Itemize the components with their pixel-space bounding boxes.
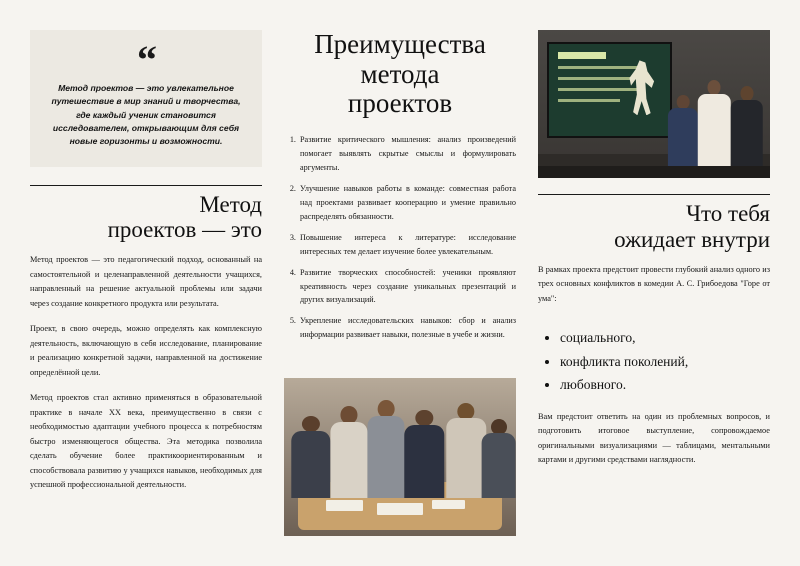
- left-paragraph-1: Метод проектов — это педагогический подход, основанный на самостоятельной и целенаправленной деятельности учащихся, направленный на решение актуальной проблемы или задачи через создание конкретного продукта или результата.: [30, 255, 262, 308]
- quote-text: Метод проектов — это увлекательное путешествие в мир знаний и творчества, где каждый ученик становится исследователем, открывающим для себя новые горизонты и возможности.: [51, 83, 241, 147]
- column-layout: [30, 30, 770, 536]
- conflicts-list: [538, 327, 770, 398]
- middle-column: [284, 30, 516, 536]
- list-item: • социального,: [560, 327, 770, 349]
- right-outro-text: Вам предстоит ответить на один из проблемных вопросов, и подготовить итоговое выступление, сопровождаемое оригинальными визуализациями — таблицами, ментальными картами и другими средствами наглядности.: [538, 411, 770, 465]
- left-heading-line-2: проектов — это: [107, 217, 262, 243]
- list-item: 2. Улучшение навыков работы в команде: совместная работа над проектами развивает кооперацию и умение правильно распределять обязанности.: [298, 182, 516, 224]
- classroom-presentation-photo: [538, 30, 770, 178]
- group-discussion-photo: [284, 378, 516, 536]
- left-heading: [30, 192, 262, 244]
- list-item: 5. Укрепление исследовательских навыков: сбор и анализ информации развивает навыки, полезные в учебе и жизни.: [298, 314, 516, 342]
- divider: [30, 185, 262, 186]
- advantages-heading-line-1: Преимущества: [314, 29, 486, 59]
- left-heading-line-1: Метод: [199, 191, 262, 217]
- right-heading: [538, 201, 770, 253]
- quote-block: [30, 30, 262, 167]
- advantages-heading-line-2: метода: [360, 58, 440, 89]
- left-column: [30, 30, 262, 536]
- right-heading-line-1: Что тебя: [686, 201, 770, 226]
- left-paragraph-2: Проект, в свою очередь, можно определять как комплексную деятельность, включающую в себя исследование, планирование и реализацию конкретной задачи, направленной на достижение определённой цели.: [30, 324, 262, 377]
- list-item: 3. Повышение интереса к литературе: исследование интересных тем делает изучение более увлекательным.: [298, 231, 516, 259]
- list-item: 1. Развитие критического мышления: анализ произведений помогает выявлять скрытые смыслы и формулировать аргументы.: [298, 133, 516, 175]
- left-paragraph-3: Метод проектов стал активно применяться в образовательной практике в начале XX века, преимущественно в связи с необходимостью адаптации учебного процесса к потребностям быстро изменяющегося общества. Эта методика позволила сделать обучение более практикоориентированным и способствовала развитию у учащихся навыков, необходимых для успешной профессиональной деятельности.: [30, 393, 262, 490]
- advantages-list: [284, 133, 516, 349]
- list-item: • конфликта поколений,: [560, 351, 770, 373]
- advantages-heading-line-3: проектов: [347, 88, 453, 119]
- quote-mark-icon: “: [137, 37, 155, 82]
- classroom-illustration: [538, 30, 770, 178]
- right-heading-line-2: ожидает внутри: [614, 226, 770, 252]
- list-item: 4. Развитие творческих способностей: ученики проявляют креативность через создание уникальных презентаций и других визуализаций.: [298, 266, 516, 308]
- right-column: [538, 30, 770, 536]
- group-discussion-illustration: [284, 378, 516, 536]
- divider: [538, 194, 770, 195]
- right-intro-text: В рамках проекта предстоит провести глубокий анализ одного из трех основных конфликтов в комедии А. С. Грибоедова "Горе от ума":: [538, 264, 770, 303]
- list-item: • любовного.: [560, 374, 770, 396]
- advantages-heading: [284, 30, 516, 119]
